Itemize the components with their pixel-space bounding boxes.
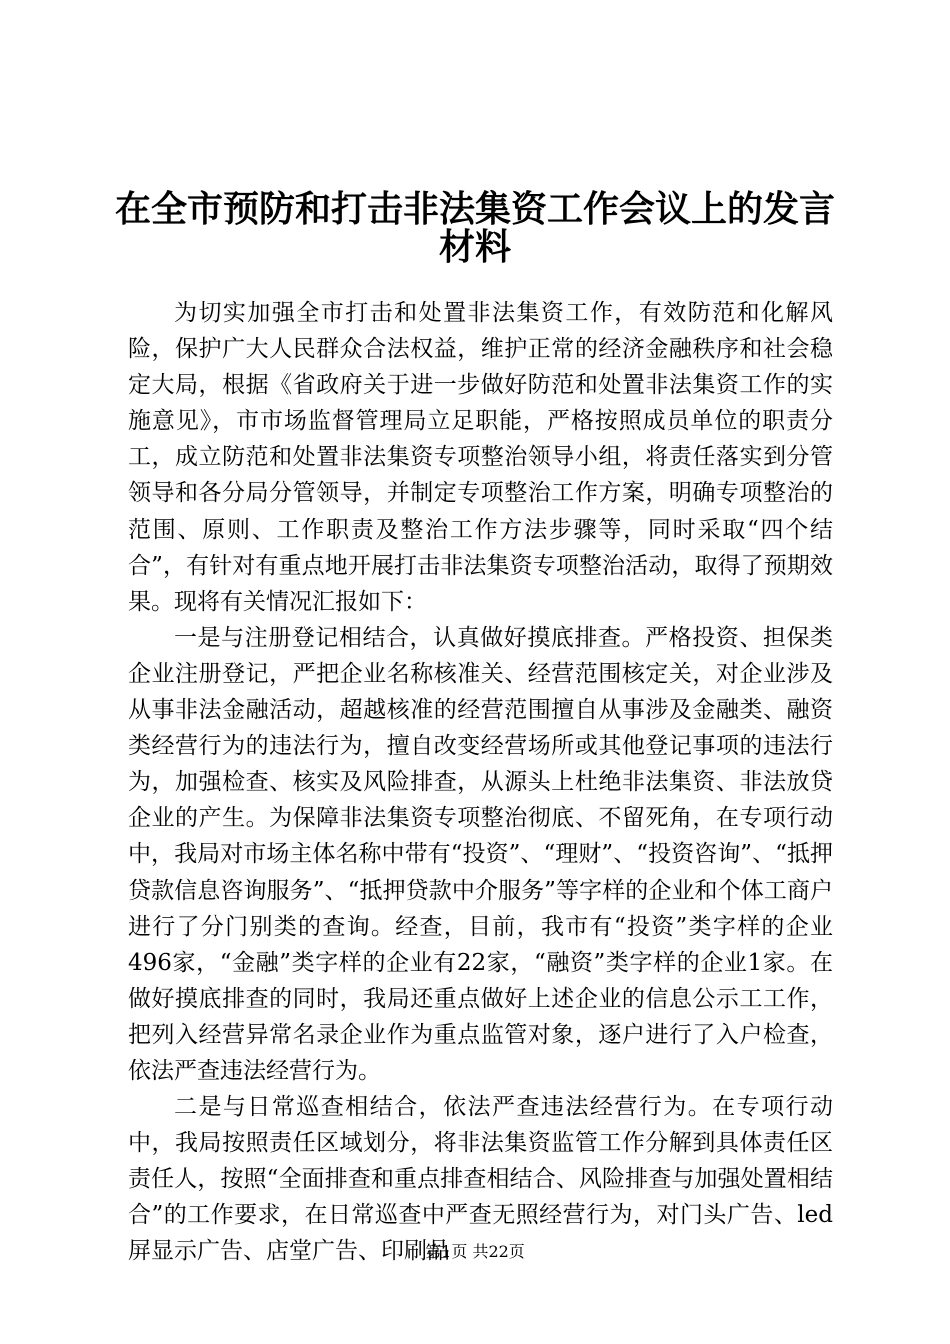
paragraph-inspection: 二是与日常巡查相结合，依法严查违法经营行为。在专项行动中，我局按照责任区域划分，将非法集资监管工作分解到具体责任区责任人，按照“全面排查和重点排查相结合、风险排查与加强处置相结合”的工作要求，在日常巡查中严查无照经营行为，对门头广告、led屏显示广告、店堂广告、印刷品	[128, 1094, 833, 1265]
paragraph-registration: 一是与注册登记相结合，认真做好摸底排查。严格投资、担保类企业注册登记，严把企业名称核准关、经营范围核定关，对企业涉及从事非法金融活动，超越核准的经营范围擅自从事涉及金融类、融资类经营行为的违法行为，擅自改变经营场所或其他登记事项的违法行为，加强检查、核实及风险排查，从源头上杜绝非法集资、非法放贷企业的产生。为保障非法集资专项整治彻底、不留死角，在专项行动中，我局对市场主体名称中带有“投资”、“理财”、“投资咨询”、“抵押贷款信息咨询服务”、“抵押贷款中介服务”等字样的企业和个体工商户进行了分门别类的查询。经查，目前，我市有“投资”类字样的企业496家，“金融”类字样的企业有22家，“融资”类字样的企业1家。在做好摸底排查的同时，我局还重点做好上述企业的信息公示工工作，把列入经营异常名录企业作为重点监管对象，逐户进行了入户检查，依法严查违法经营行为。	[128, 624, 833, 1084]
page-number: 第1页 共22页	[425, 1242, 525, 1261]
document-title-line-2: 材料	[438, 227, 511, 268]
paragraph-intro: 为切实加强全市打击和处置非法集资工作，有效防范和化解风险，保护广大人民群众合法权益，维护正常的经济金融秩序和社会稳定大局，根据《省政府关于进一步做好防范和处置非法集资工作的实施意见》，市市场监督管理局立足职能，严格按照成员单位的职责分工，成立防范和处置非法集资专项整治领导小组，将责任落实到分管领导和各分局分管领导，并制定专项整治工作方案，明确专项整治的范围、原则、工作职责及整治工作方法步骤等，同时采取“四个结合”，有针对有重点地开展打击非法集资专项整治活动，取得了预期效果。现将有关情况汇报如下：	[128, 300, 833, 615]
document-title-line-1: 在全市预防和打击非法集资工作会议上的发言	[114, 189, 835, 230]
document-body	[128, 295, 833, 1270]
